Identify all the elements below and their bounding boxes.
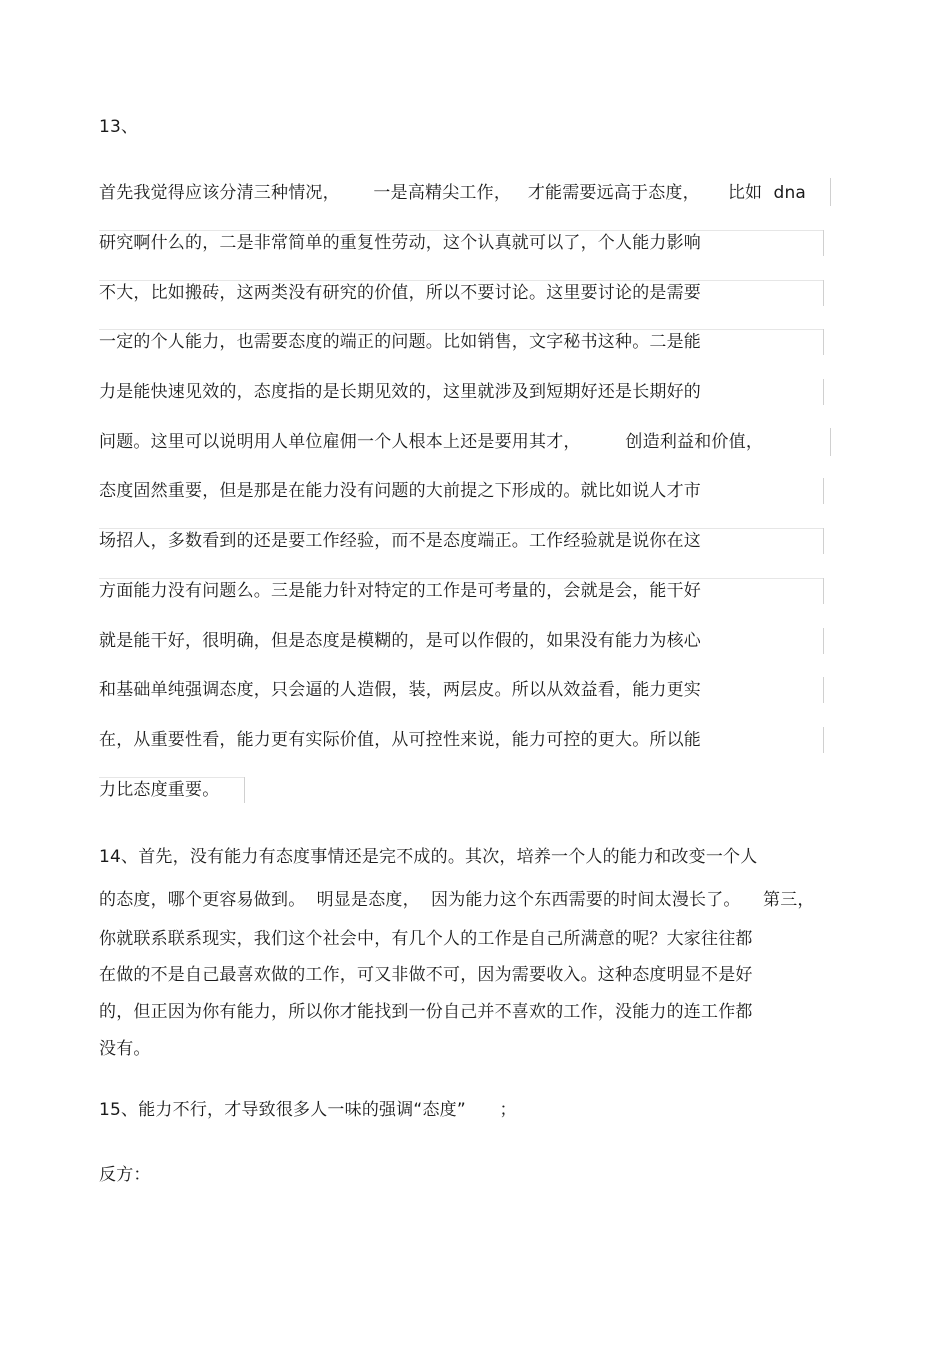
cell-right-border: [830, 178, 831, 206]
cell-right-border: [244, 777, 245, 803]
item-13-line-3: 不大，比如搬砖，这两类没有研究的价值，所以不要讨论。这里要讨论的是需要: [99, 283, 701, 303]
item-13-line-1: 首先我觉得应该分清三种情况， 一是高精尖工作， 才能需要远高于态度， 比如 dna: [99, 183, 807, 203]
cell-border: [99, 578, 823, 579]
cell-border: [99, 329, 823, 330]
cell-right-border: [823, 727, 824, 753]
cell-right-border: [823, 528, 824, 554]
cell-right-border: [823, 677, 824, 703]
item-13-line-11: 和基础单纯强调态度，只会逼的人造假，装，两层皮。所以从效益看，能力更实: [99, 680, 701, 700]
item-13-line-6: 问题。这里可以说明用人单位雇佣一个人根本上还是要用其才， 创造利益和价值，: [99, 432, 764, 452]
item-14-line-3: 你就联系联系现实，我们这个社会中，有几个人的工作是自己所满意的呢？大家往往都: [99, 929, 753, 949]
item-13-line-8: 场招人，多数看到的还是要工作经验，而不是态度端正。工作经验就是说你在这: [99, 531, 701, 551]
item-14-line-2: 的态度，哪个更容易做到。 明显是态度， 因为能力这个东西需要的时间太漫长了。 第三，: [99, 890, 815, 910]
item-13-line-5: 力是能快速见效的，态度指的是长期见效的，这里就涉及到短期好还是长期好的: [99, 382, 701, 402]
item-13-line-13: 力比态度重要。: [99, 780, 220, 800]
item-13-line-10: 就是能干好，很明确，但是态度是模糊的，是可以作假的，如果没有能力为核心: [99, 631, 701, 651]
item-13-line-9: 方面能力没有问题么。三是能力针对特定的工作是可考量的，会就是会，能干好: [99, 581, 701, 601]
cell-border: [99, 230, 823, 231]
item-15-paragraph: 15、能力不行，才导致很多人一味的强调“态度” ；: [99, 1100, 517, 1120]
cell-right-border: [823, 329, 824, 355]
item-13-line-12: 在，从重要性看，能力更有实际价值，从可控性来说，能力可控的更大。所以能: [99, 730, 701, 750]
opposing-side-heading: 反方：: [99, 1165, 151, 1185]
cell-right-border: [823, 478, 824, 504]
item-13-number: 13、: [99, 117, 139, 137]
item-14-line-6: 没有。: [99, 1039, 151, 1059]
item-13-line-4: 一定的个人能力，也需要态度的端正的问题。比如销售，文字秘书这种。二是能: [99, 332, 701, 352]
cell-border: [99, 777, 244, 778]
cell-right-border: [823, 578, 824, 604]
item-14-line-1: 14、首先，没有能力有态度事情还是完不成的。其次，培养一个人的能力和改变一个人: [99, 847, 758, 867]
cell-right-border: [823, 230, 824, 256]
item-14-line-5: 的，但正因为你有能力，所以你才能找到一份自己并不喜欢的工作，没能力的连工作都: [99, 1002, 753, 1022]
cell-right-border: [830, 428, 831, 456]
item-13-line-2: 研究啊什么的，二是非常简单的重复性劳动，这个认真就可以了，个人能力影响: [99, 233, 701, 253]
cell-border: [99, 280, 823, 281]
cell-right-border: [823, 280, 824, 306]
item-14-line-4: 在做的不是自己最喜欢做的工作，可又非做不可，因为需要收入。这种态度明显不是好: [99, 965, 753, 985]
cell-right-border: [823, 628, 824, 654]
cell-border: [99, 528, 823, 529]
item-13-line-7: 态度固然重要，但是那是在能力没有问题的大前提之下形成的。就比如说人才市: [99, 481, 701, 501]
cell-right-border: [823, 379, 824, 405]
